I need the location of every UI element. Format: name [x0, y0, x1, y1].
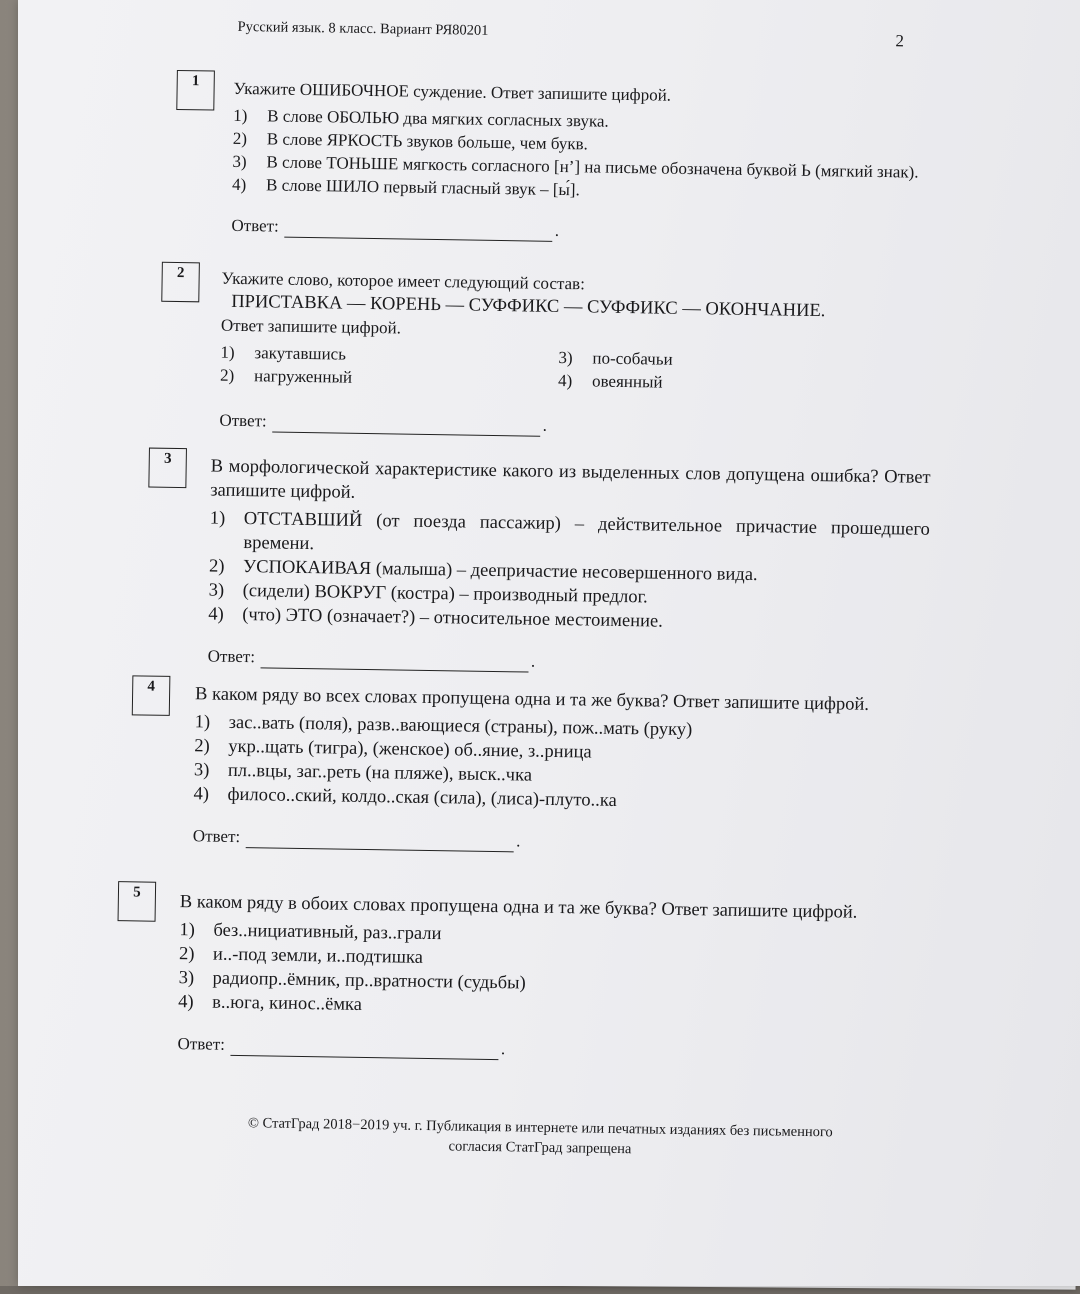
task-number-box	[148, 448, 187, 489]
option-text: филосо..ский, колдо..ская (сила), (лиса)-плуто..ка	[227, 784, 617, 811]
option-text: В слове ЯРКОСТЬ звуков больше, чем букв.	[266, 129, 588, 154]
answer-label: Ответ:	[177, 1034, 226, 1054]
task-question: В каком ряду во всех словах пропущена одна и та же буква? Ответ запишите цифрой.	[194, 684, 870, 715]
task-2	[219, 267, 942, 443]
option-text: и..-под земли, и..подтишка	[212, 944, 424, 968]
page-number: 2	[895, 31, 905, 51]
task-question: Укажите слово, которое имеет следующий состав:	[221, 268, 586, 294]
option-text: нагруженный	[253, 366, 353, 387]
task-number: 1	[191, 73, 200, 90]
answer-row: Ответ: .	[219, 410, 548, 435]
answer-field[interactable]	[285, 219, 553, 242]
task-5	[177, 890, 900, 1066]
answer-row: Ответ: .	[207, 646, 536, 671]
option-text: В слове ШИЛО первый гласный звук – [ы́].	[265, 175, 580, 200]
answer-label: Ответ:	[192, 826, 241, 847]
option-text: радиопр..ёмник, пр..вратности (судьбы)	[212, 968, 526, 994]
answer-field[interactable]	[261, 649, 529, 672]
option-number: 2)	[219, 365, 235, 385]
option-text: зас..вать (поля), разв..вающиеся (страны), пож..мать (руку)	[228, 712, 693, 741]
option-text: укр..щать (тигра), (женское) об..яние, з..рница	[228, 736, 592, 763]
task-number-box	[132, 675, 171, 716]
task-number: 2	[176, 264, 185, 282]
task-number-box	[118, 881, 157, 922]
option-number: 3)	[558, 347, 573, 368]
exam-page	[18, 0, 1080, 1286]
option-number: 2)	[178, 944, 195, 965]
option-list	[178, 918, 899, 1025]
option-number: 2)	[208, 556, 225, 577]
task-question: Укажите ОШИБОЧНОЕ суждение. Ответ запишите цифрой.	[233, 78, 672, 105]
option-number: 4)	[231, 174, 247, 195]
answer-label: Ответ:	[231, 215, 279, 236]
option-text: без..нициативный, раз..грали	[213, 920, 442, 945]
answer-row: Ответ: .	[192, 826, 521, 851]
answer-row: Ответ: .	[231, 215, 560, 240]
option-number: 3)	[193, 760, 210, 781]
option-columns	[220, 341, 941, 402]
option-number: 4)	[178, 992, 194, 1013]
task-question: В каком ряду в обоих словах пропущена одна и та же буква? Ответ запишите цифрой.	[179, 892, 858, 923]
option-number: 1)	[233, 105, 248, 126]
footer-line-2: согласия СтатГрад запрещена	[448, 1138, 632, 1158]
morpheme-formula: ПРИСТАВКА — КОРЕНЬ — СУФФИКС — СУФФИКС — ОКОНЧАНИЕ.	[231, 291, 826, 322]
option-number: 1)	[209, 508, 226, 529]
option-text: закутавшись	[254, 343, 347, 364]
option-text: (что) ЭТО (означает?) – относительное местоимение.	[242, 605, 663, 632]
answer-field[interactable]	[273, 413, 541, 436]
option-number: 2)	[194, 736, 210, 757]
option-number: 1)	[194, 712, 211, 733]
footer-line-1: © СтатГрад 2018−2019 уч. г. Публикация в интернете или печатных изданиях без письменного	[247, 1115, 833, 1141]
task-1	[231, 77, 953, 248]
copyright-footer	[180, 1112, 901, 1163]
option-number: 4)	[208, 604, 224, 625]
answer-row: Ответ: .	[177, 1034, 506, 1059]
task-number-box	[161, 262, 200, 303]
option-text: В слове ОБОЛЬЮ два мягких согласных звука.	[267, 106, 609, 131]
answer-label: Ответ:	[219, 410, 267, 431]
option-text: овеянный	[591, 371, 663, 392]
option-text: в..юга, кинос..ёмка	[212, 992, 363, 1015]
task-instruction: Ответ запишите цифрой.	[220, 315, 402, 338]
option-number: 3)	[178, 968, 195, 989]
task-number: 3	[163, 450, 172, 467]
option-item	[558, 369, 878, 397]
option-number: 4)	[193, 784, 210, 805]
answer-field[interactable]	[231, 1037, 499, 1060]
option-column-left	[220, 341, 541, 392]
option-number: 1)	[220, 342, 235, 362]
option-number: 2)	[232, 128, 248, 149]
option-text: пл..вцы, заг..реть (на пляже), выск..чка	[227, 760, 533, 786]
option-list	[208, 507, 930, 638]
option-list	[232, 104, 953, 207]
option-text: ОТСТАВШИЙ (от поезда пассажир) – действительное причастие прошедшего времени.	[243, 509, 930, 555]
task-4	[193, 682, 916, 858]
option-list	[193, 710, 914, 817]
task-number: 4	[147, 678, 156, 695]
option-number: 3)	[208, 580, 225, 601]
option-text: (сидели) ВОКРУГ (костра) – производный предлог.	[242, 581, 648, 608]
option-column-right	[558, 346, 879, 397]
page-content	[8, 0, 1080, 1294]
page-header-title: Русский язык. 8 класс. Вариант РЯ80201	[237, 18, 489, 39]
option-number: 1)	[179, 920, 195, 941]
option-text: по-собачьи	[592, 348, 673, 369]
task-question: В морфологической характеристике какого из выделенных слов допущена ошибка? Ответ запишите цифрой.	[210, 456, 931, 503]
option-text: В слове ТОНЬШЕ мягкость согласного [н’] на письме обозначена буквой Ь (мягкий знак).	[266, 152, 919, 182]
task-3	[208, 455, 931, 679]
task-number: 5	[133, 884, 141, 901]
option-text: УСПОКАИВАЯ (малыша) – деепричастие несовершенного вида.	[242, 557, 758, 586]
option-number: 3)	[232, 151, 247, 172]
task-number-box	[176, 70, 215, 111]
answer-label: Ответ:	[207, 646, 256, 667]
option-item	[220, 364, 540, 392]
answer-field[interactable]	[246, 829, 514, 852]
option-number: 4)	[557, 370, 573, 391]
